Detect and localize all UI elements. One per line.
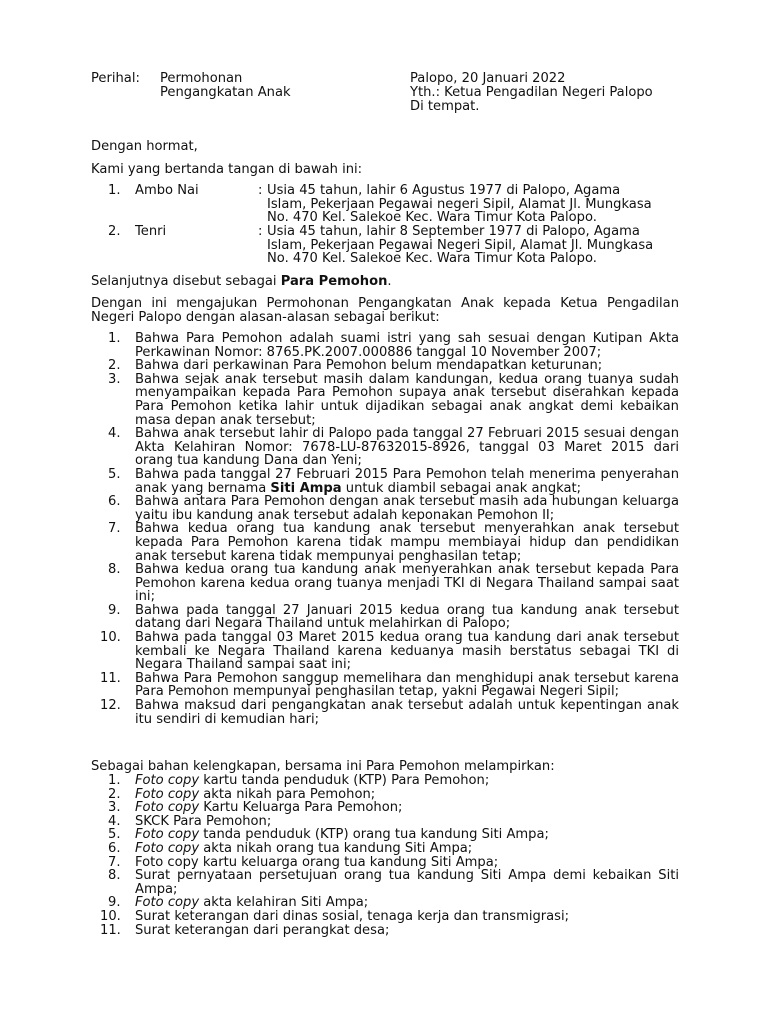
italic-text: Foto copy bbox=[135, 895, 200, 911]
list-number: 2. bbox=[108, 358, 121, 374]
list-text-post: untuk diambil sebagai anak angkat; bbox=[341, 480, 582, 496]
perihal-line1: Permohonan bbox=[160, 71, 243, 86]
list-number: 2. bbox=[108, 786, 121, 802]
list-item bbox=[91, 788, 679, 802]
list-number: 3. bbox=[108, 371, 121, 387]
list-item bbox=[91, 427, 679, 468]
list-item bbox=[91, 815, 679, 829]
list-number: 7. bbox=[108, 521, 121, 537]
list-text: Bahwa maksud dari pengangkatan anak tersebut adalah untuk kepentingan anak itu sendiri di kemudian hari; bbox=[135, 698, 679, 727]
list-item bbox=[91, 869, 679, 896]
applicant-colon: : bbox=[258, 183, 263, 198]
list-text: Bahwa pada tanggal 27 Januari 2015 kedua orang tua kandung anak tersebut datang dari Negara Thailand untuk melahirkan di Palopo; bbox=[135, 602, 679, 632]
list-item bbox=[91, 563, 679, 604]
addressee-line1: Yth.: Ketua Pengadilan Negeri Palopo bbox=[410, 85, 653, 100]
list-number: 4. bbox=[108, 813, 121, 829]
list-item bbox=[91, 359, 679, 373]
applicant-number: 1. bbox=[108, 183, 121, 198]
list-item bbox=[91, 604, 679, 631]
list-text: Bahwa dari perkawinan Para Pemohon belum mendapatkan keturunan; bbox=[135, 358, 603, 374]
list-number: 8. bbox=[108, 562, 121, 578]
list-number: 5. bbox=[108, 827, 121, 843]
place-date: Palopo, 20 Januari 2022 bbox=[410, 71, 566, 86]
list-number: 4. bbox=[108, 426, 121, 442]
list-item bbox=[91, 522, 679, 563]
italic-text: Foto copy bbox=[135, 800, 200, 816]
list-text: Bahwa pada tanggal 03 Maret 2015 kedua orang tua kandung dari anak tersebut kembali ke Negara Thailand karena keduanya masih berstatus sebagai TKI di Negara Thailand sampai saat ini; bbox=[135, 630, 679, 673]
plain-text: Surat pernyataan persetujuan orang tua kandung Siti Ampa demi kebaikan Siti Ampa; bbox=[135, 868, 679, 897]
applicant-detail-line: No. 470 Kel. Salekoe Kec. Wara Timur Kota Palopo. bbox=[267, 210, 597, 226]
list-number: 1. bbox=[108, 331, 121, 346]
list-item bbox=[91, 672, 679, 699]
list-text bbox=[135, 896, 679, 910]
list-text: Bahwa sejak anak tersebut masih dalam kandungan, kedua orang tuanya sudah menyampaikan kepada Para Pemohon supaya anak tersebut diserahkan kepada Para Pemohon ketika lahir untuk dijadikan sebagai anak angkat demi kebaikan masa depan anak tersebut; bbox=[135, 371, 679, 428]
list-text bbox=[135, 869, 679, 896]
list-text: Bahwa kedua orang tua kandung anak menyerahkan anak tersebut kepada Para Pemohon karena kedua orang tuanya menjadi TKI di Negara Thailand sampai saat ini; bbox=[135, 562, 679, 605]
italic-text: Foto copy bbox=[135, 786, 200, 802]
italic-text: Foto copy bbox=[135, 840, 200, 856]
applicant-detail-line: No. 470 Kel. Salekoe Kec. Wara Timur Kota Palopo. bbox=[267, 251, 597, 267]
applicant-name: Tenri bbox=[135, 224, 167, 239]
list-text: Bahwa antara Para Pemohon dengan anak tersebut masih ada hubungan keluarga yaitu ibu kandung anak tersebut adalah keponakan Pemohon II; bbox=[135, 494, 679, 523]
applicant-details bbox=[267, 225, 679, 266]
petition-intro: Dengan ini mengajukan Permohonan Pengangkatan Anak kepada Ketua Pengadilan Negeri Palopo dengan alasan-alasan sebagai berikut: bbox=[91, 296, 679, 325]
plain-text: tanda penduduk (KTP) orang tua kandung Siti Ampa; bbox=[199, 827, 549, 843]
list-text bbox=[135, 801, 679, 815]
list-text bbox=[135, 924, 679, 938]
applicant-colon: : bbox=[258, 224, 263, 239]
list-item bbox=[91, 332, 679, 359]
referred-post: . bbox=[387, 274, 392, 289]
list-item bbox=[91, 842, 679, 856]
list-text bbox=[135, 815, 679, 829]
list-number: 7. bbox=[108, 854, 121, 870]
list-text bbox=[135, 468, 679, 495]
plain-text: Surat keterangan dari dinas sosial, tenaga kerja dan transmigrasi; bbox=[135, 908, 570, 924]
list-text: Bahwa Para Pemohon adalah suami istri yang sah sesuai dengan Kutipan Akta Perkawinan Nomor: 8765.PK.2007.000886 tanggal 10 November 2007; bbox=[135, 331, 679, 360]
applicant-1 bbox=[91, 184, 679, 228]
list-item bbox=[91, 373, 679, 427]
applicant-detail-line: Usia 45 tahun, lahir 8 September 1977 di Palopo, Agama bbox=[267, 224, 640, 239]
list-text bbox=[135, 856, 679, 870]
applicant-detail-line: Islam, Pekerjaan Pegawai Negeri Sipil, Alamat Jl. Mungkasa bbox=[267, 237, 654, 253]
list-number: 6. bbox=[108, 840, 121, 856]
list-item bbox=[91, 631, 679, 672]
referred-as-text bbox=[91, 275, 392, 289]
plain-text: akta kelahiran Siti Ampa; bbox=[199, 895, 369, 911]
perihal-line2: Pengangkatan Anak bbox=[160, 85, 291, 100]
italic-text: Foto copy bbox=[135, 827, 200, 843]
list-item bbox=[91, 910, 679, 924]
list-number: 8. bbox=[108, 868, 121, 884]
greeting: Dengan hormat, bbox=[91, 139, 198, 154]
list-text bbox=[135, 910, 679, 924]
applicant-name: Ambo Nai bbox=[135, 183, 199, 198]
list-number: 10. bbox=[100, 630, 121, 646]
list-item bbox=[91, 774, 679, 788]
list-number: 3. bbox=[108, 800, 121, 816]
plain-text: akta nikah para Pemohon; bbox=[199, 786, 376, 802]
list-item bbox=[91, 468, 679, 495]
plain-text: kartu tanda penduduk (KTP) Para Pemohon; bbox=[199, 773, 490, 788]
list-number: 9. bbox=[108, 895, 121, 911]
plain-text: Kartu Keluarga Para Pemohon; bbox=[199, 800, 403, 816]
list-number: 12. bbox=[100, 698, 121, 714]
plain-text: Surat keterangan dari perangkat desa; bbox=[135, 922, 390, 938]
applicant-detail-line: Usia 45 tahun, lahir 6 Agustus 1977 di Palopo, Agama bbox=[267, 183, 621, 198]
list-item bbox=[91, 828, 679, 842]
list-text: Bahwa Para Pemohon sanggup memelihara dan menghidupi anak tersebut karena Para Pemohon mempunyai penghasilan tetap, yakni Pegawai Negeri Sipil; bbox=[135, 670, 679, 700]
list-number: 1. bbox=[108, 773, 121, 788]
list-item bbox=[91, 896, 679, 910]
addressee-line2: Di tempat. bbox=[410, 99, 480, 114]
list-number: 5. bbox=[108, 466, 121, 482]
applicant-details bbox=[267, 184, 679, 225]
attachments-list bbox=[91, 774, 679, 937]
child-name-bold: Siti Ampa bbox=[270, 480, 342, 496]
list-text bbox=[135, 774, 679, 788]
plain-text: Foto copy kartu keluarga orang tua kandung Siti Ampa; bbox=[135, 854, 499, 870]
para-pemohon-bold: Para Pemohon bbox=[280, 274, 388, 289]
italic-text: Foto copy bbox=[135, 773, 200, 788]
list-item bbox=[91, 699, 679, 726]
list-text: Bahwa kedua orang tua kandung anak tersebut menyerahkan anak tersebut kepada Para Pemohon karena tidak mampu membiayai hidup dan pendidikan anak tersebut karena tidak mempunyai penghasilan tetap; bbox=[135, 521, 679, 564]
list-item bbox=[91, 924, 679, 938]
list-number: 10. bbox=[100, 908, 121, 924]
list-number: 11. bbox=[100, 670, 121, 686]
plain-text: akta nikah orang tua kandung Siti Ampa; bbox=[199, 840, 473, 856]
list-number: 11. bbox=[100, 922, 121, 938]
list-text-pre: Bahwa pada tanggal 27 Februari 2015 Para Pemohon telah menerima penyerahan anak yang bernama bbox=[135, 466, 679, 496]
list-text: Bahwa anak tersebut lahir di Palopo pada tanggal 27 Februari 2015 sesuai dengan Akta Kelahiran Nomor: 7678-LU-87632015-8926, tanggal 03 Maret 2015 dari orang tua kandung Dana dan Yeni; bbox=[135, 426, 679, 469]
applicant-number: 2. bbox=[108, 224, 121, 239]
list-text bbox=[135, 842, 679, 856]
reasons-list bbox=[91, 332, 679, 726]
plain-text: SKCK Para Pemohon; bbox=[135, 813, 272, 829]
list-number: 6. bbox=[108, 494, 121, 510]
attachments-intro: Sebagai bahan kelengkapan, bersama ini Para Pemohon melampirkan: bbox=[91, 759, 555, 774]
applicant-detail-line: Islam, Pekerjaan Pegawai negeri Sipil, Alamat Jl. Mungkasa bbox=[267, 196, 652, 212]
intro-text: Kami yang bertanda tangan di bawah ini: bbox=[91, 162, 363, 177]
list-text bbox=[135, 828, 679, 842]
list-item bbox=[91, 495, 679, 522]
perihal-label: Perihal: bbox=[91, 71, 140, 86]
applicant-2 bbox=[91, 225, 679, 269]
referred-pre: Selanjutnya disebut sebagai bbox=[91, 274, 281, 289]
list-text bbox=[135, 788, 679, 802]
list-number: 9. bbox=[108, 602, 121, 618]
list-item bbox=[91, 856, 679, 870]
list-item bbox=[91, 801, 679, 815]
